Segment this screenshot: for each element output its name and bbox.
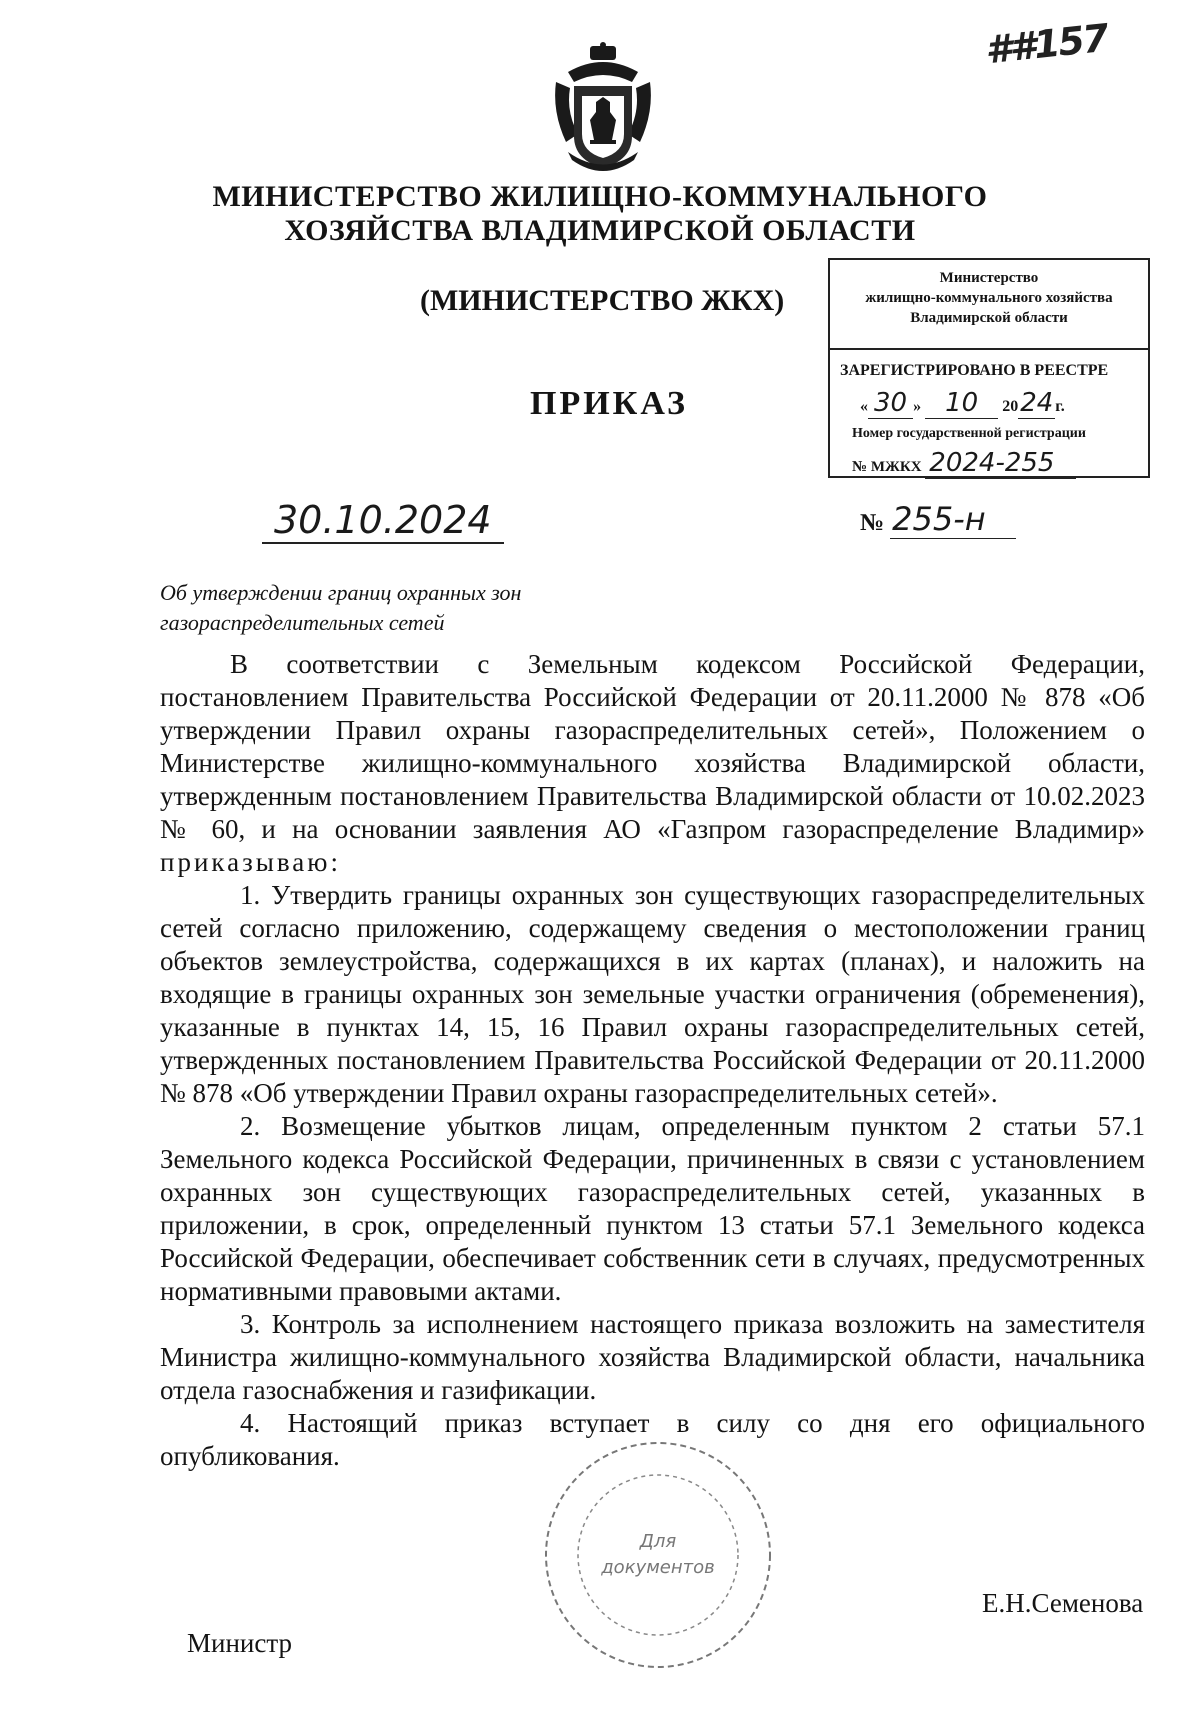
stamp-date-year-prefix: 20 [1002,398,1019,415]
body-intro-command: приказываю: [160,847,341,877]
stamp-date-month: 10 [925,388,998,419]
stamp-registered-label: ЗАРЕГИСТРИРОВАНО В РЕЕСТРЕ [840,362,1109,379]
stamp-org-line1: Министерство [939,270,1039,286]
handwritten-corner-mark: ##157 [983,15,1110,73]
seal-text-line1: Для [639,1531,677,1552]
coat-of-arms-emblem [548,42,658,174]
order-body [160,648,1145,1473]
stamp-date-year-suffix: 24 [1020,388,1054,418]
stamp-date-close-quote: » [913,398,922,415]
ministry-name-line1: МИНИСТЕРСТВО ЖИЛИЩНО-КОММУНАЛЬНОГО [212,180,988,213]
order-date: 30.10.2024 [262,498,504,544]
subject-line2: газораспределительных сетей [160,610,445,635]
stamp-registration-date [860,388,1065,419]
order-number-prefix: № [860,510,885,536]
body-item-3: 3. Контроль за исполнением настоящего приказа возложить на заместителя Министра жилищно-коммунального хозяйства Владимирской области, начальника отдела газоснабжения и газификации. [160,1309,1145,1405]
order-number-value: 255-н [890,500,1016,539]
stamp-date-open-quote: « [860,398,868,415]
stamp-date-year-mark: г. [1055,398,1065,415]
subject-line1: Об утверждении границ охранных зон [160,580,522,605]
body-item-2: 2. Возмещение убытков лицам, определенным пунктом 2 статьи 57.1 Земельного кодекса Российской Федерации, причиненных в связи с установлением охранных зон существующих газораспределительных сетей, указанных в приложении, в срок, определенный пунктом 13 статьи 57.1 Земельного кодекса Российской Федерации, обеспечивает собственник сети в случаях, предусмотренных нормативными правовыми актами. [160,1111,1145,1306]
stamp-reg-number-row [852,448,1076,479]
body-item-1: 1. Утвердить границы охранных зон существующих газораспределительных сетей согласно приложению, содержащему сведения о местоположении границ объектов землеустройства, содержащихся в их картах (планах), и наложить на входящие в границы охранных зон земельные участки ограничения (обременения), указанные в пунктах 14, 15, 16 Правил охраны газораспределительных сетей, утвержденных постановлением Правительства Российской Федерации от 20.11.2000 № 878 «Об утверждении Правил охраны газораспределительных сетей». [160,880,1145,1108]
order-subject [160,578,521,638]
ministry-short-name: (МИНИСТЕРСТВО ЖКХ) [420,284,785,317]
stamp-date-day: 30 [868,388,913,419]
stamp-org-line3: Владимирской области [910,310,1068,326]
order-number [860,500,1016,539]
minister-title: Министр [187,1628,292,1658]
stamp-organization [830,268,1148,328]
body-item-4: 4. Настоящий приказ вступает в силу со дня его официального опубликования. [160,1408,1145,1471]
stamp-reg-prefix: № МЖКХ [852,459,922,475]
round-seal-stamp [538,1435,778,1675]
minister-name: Е.Н.Семенова [982,1588,1144,1618]
stamp-reg-number-label: Номер государственной регистрации [852,426,1086,441]
stamp-org-line2: жилищно-коммунального хозяйства [865,290,1113,306]
body-intro-text: В соответствии с Земельным кодексом Российской Федерации, постановлением Правительства Российской Федерации от 20.11.2000 № 878 «Об утверждении Правил охраны газораспределительных сетей», Положением о Министерстве жилищно-коммунального хозяйства Владимирской области, утвержденным постановлением Правительства Владимирской области от 10.02.2023 № 60, и на основании заявления АО «Газпром газораспределение Владимир» [160,649,1145,844]
body-intro [160,648,1145,879]
seal-text-line2: документов [601,1557,715,1578]
registration-stamp [828,258,1150,478]
ministry-name-line2: ХОЗЯЙСТВА ВЛАДИМИРСКОЙ ОБЛАСТИ [284,214,916,247]
order-title: ПРИКАЗ [530,385,688,422]
stamp-divider [830,348,1148,350]
stamp-reg-number: 2024-255 [925,448,1076,479]
